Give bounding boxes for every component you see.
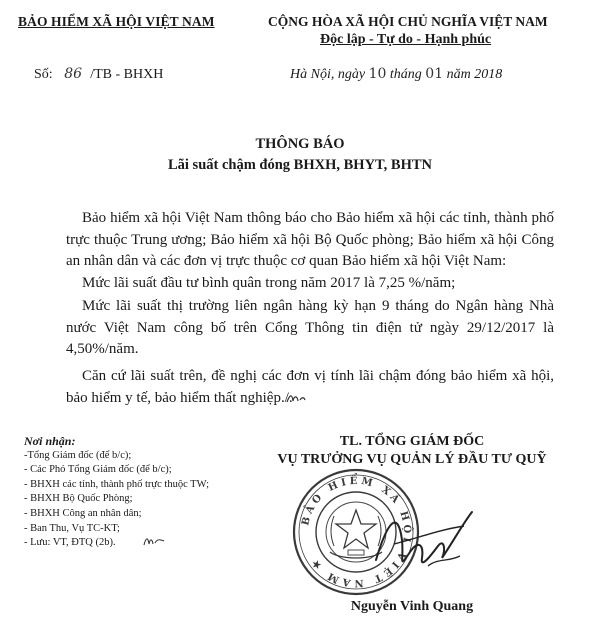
signature-title-1: TL. TỔNG GIÁM ĐỐC — [339, 434, 485, 449]
body-paragraph-1: Bảo hiểm xã hội Việt Nam thông báo cho Bảo hiểm xã hội các tỉnh, thành phố trực thuộc Trung ương; Bảo hiểm xã hội Bộ Quốc phòng; Bảo hiểm xã hội Công an nhân dân và các đơn vị trực thuộc cơ quan Bảo hiểm xã hội Việt Nam: — [66, 210, 554, 269]
doc-number-value: 86 — [64, 66, 83, 82]
date-month-label: tháng — [389, 67, 422, 82]
document-number — [34, 66, 163, 83]
republic-name: CỘNG HÒA XÃ HỘI CHỦ NGHĨA VIỆT NAM — [268, 14, 548, 29]
archive-initials-mark — [142, 534, 166, 548]
body-paragraph-4: Căn cứ lãi suất trên, đề nghị các đơn vị tính lãi chậm đóng bảo hiểm xã hội, bảo hiểm y tế, bảo hiểm thất nghiệp./. — [66, 368, 554, 406]
recipient-item: - Lưu: VT, ĐTQ (2b). — [24, 537, 116, 549]
date-year: năm 2018 — [446, 67, 503, 82]
document-title: THÔNG BÁO — [255, 136, 345, 152]
recipients-list — [24, 434, 209, 551]
doc-number-suffix: /TB - BHXH — [90, 67, 164, 82]
national-motto: Độc lập - Tự do - Hạnh phúc — [320, 32, 492, 47]
body-paragraph-2: Mức lãi suất đầu tư bình quân trong năm 2017 là 7,25 %/năm; — [82, 275, 456, 291]
date-month: 01 — [425, 66, 444, 82]
document-subtitle: Lãi suất chậm đóng BHXH, BHYT, BHTN — [167, 157, 432, 173]
recipients-heading: Nơi nhận: — [24, 434, 76, 448]
recipient-item: - Ban Thu, Vụ TC-KT; — [24, 522, 120, 534]
initials-mark — [285, 392, 307, 406]
doc-number-prefix: Số: — [34, 67, 53, 82]
recipient-item: - BHXH Công an nhân dân; — [24, 507, 142, 519]
signer-name: Nguyễn Vinh Quang — [350, 599, 474, 614]
body-paragraph-3: Mức lãi suất thị trường liên ngân hàng kỳ hạn 9 tháng do Ngân hàng Nhà nước Việt Nam công bố trên Cổng Thông tin điện tử ngày 29/12/2017 là 4,50%/năm. — [66, 298, 554, 357]
recipient-item: -Tổng Giám đốc (để b/c); — [24, 449, 132, 461]
recipient-item: - Các Phó Tổng Giám đốc (để b/c); — [24, 464, 172, 476]
agency-name: BẢO HIỂM XÃ HỘI VIỆT NAM — [18, 14, 215, 29]
recipient-item: - BHXH Bộ Quốc Phòng; — [24, 493, 133, 505]
place-date-prefix: Hà Nội, ngày — [290, 67, 366, 82]
signature-title-2: VỤ TRƯỞNG VỤ QUẢN LÝ ĐẦU TƯ QUỸ — [277, 452, 547, 467]
handwritten-signature — [368, 500, 478, 580]
svg-text:BẢO HIỂM XÃ HỘI VIỆT NAM ★: BẢO HIỂM XÃ HỘI VIỆT NAM ★ — [300, 475, 413, 589]
place-date — [290, 66, 502, 83]
date-day: 10 — [368, 66, 387, 82]
recipient-item: - BHXH các tỉnh, thành phố trực thuộc TW; — [24, 478, 210, 490]
